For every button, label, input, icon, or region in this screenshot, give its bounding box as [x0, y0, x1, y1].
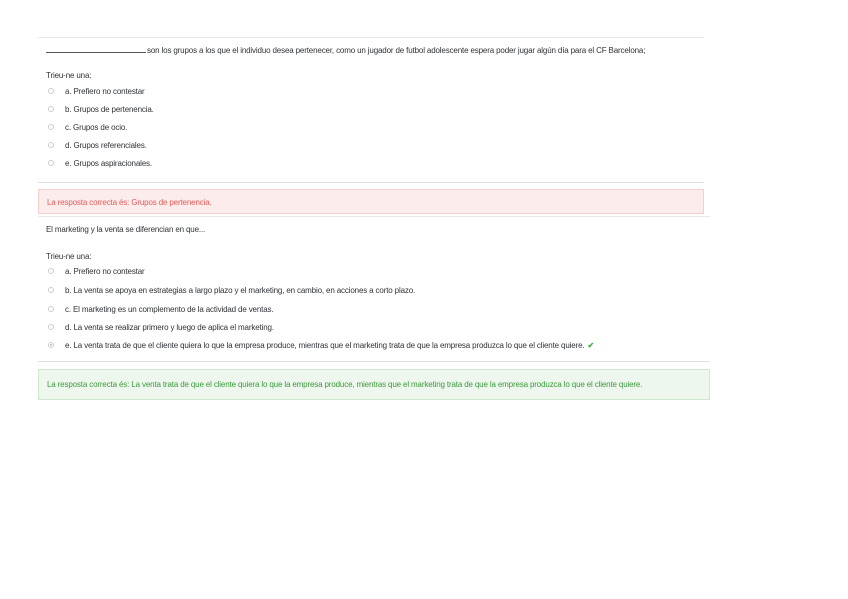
radio-button[interactable] — [48, 306, 54, 312]
question-1-option-e[interactable] — [48, 157, 152, 169]
question-2-option-e[interactable] — [48, 339, 594, 351]
option-label: e. Grupos aspiracionales. — [65, 158, 152, 168]
radio-button[interactable] — [48, 142, 54, 148]
radio-button[interactable] — [48, 124, 54, 130]
question-2-feedback: La resposta correcta és: La venta trata de que el cliente quiera lo que la empresa produce, mientras que el marketing trata de que la empresa produzca lo que el cliente quiere. — [38, 369, 710, 400]
question-2-text: El marketing y la venta se diferencian en que... — [46, 225, 206, 234]
question-2-option-c[interactable] — [48, 303, 273, 315]
question-1-text-content: son los grupos a los que el individuo desea pertenecer, como un jugador de futbol adolescente espera poder jugar algún día para el CF Barcelona; — [147, 46, 646, 55]
question-1-option-a[interactable] — [48, 85, 145, 97]
question-2-prompt: Trieu-ne una: — [46, 252, 92, 261]
radio-button[interactable] — [48, 106, 54, 112]
question-1-text — [46, 45, 645, 55]
question-1-option-d[interactable] — [48, 139, 147, 151]
option-label: d. Grupos referenciales. — [65, 140, 147, 150]
option-label: d. La venta se realizar primero y luego de aplica el marketing. — [65, 322, 274, 332]
option-label: b. Grupos de pertenencia. — [65, 104, 154, 114]
question-2-option-d[interactable] — [48, 321, 274, 333]
radio-button[interactable] — [48, 287, 54, 293]
checkmark-icon: ✔ — [587, 340, 595, 350]
question-2-card — [38, 216, 710, 362]
option-label: e. La venta trata de que el cliente quiera lo que la empresa produce, mientras que el marketing trata de que la empresa produzca lo que el cliente quiere. — [65, 340, 585, 350]
option-label: b. La venta se apoya en estrategias a largo plazo y el marketing, en cambio, en acciones a corto plazo. — [65, 285, 416, 295]
option-label: c. El marketing es un complemento de la actividad de ventas. — [65, 304, 274, 314]
radio-button[interactable] — [48, 88, 54, 94]
radio-button-selected[interactable] — [48, 342, 54, 348]
radio-button[interactable] — [48, 268, 54, 274]
question-1-card — [38, 37, 704, 183]
question-1-option-c[interactable] — [48, 121, 127, 133]
radio-button[interactable] — [48, 324, 54, 330]
fill-in-blank — [46, 45, 146, 53]
question-1-prompt: Trieu-ne una: — [46, 71, 92, 80]
question-2-option-b[interactable] — [48, 284, 415, 296]
option-label: a. Prefiero no contestar — [65, 266, 145, 276]
question-1-option-b[interactable] — [48, 103, 154, 115]
option-label: a. Prefiero no contestar — [65, 86, 145, 96]
radio-button[interactable] — [48, 160, 54, 166]
question-1-feedback: La resposta correcta és: Grupos de pertenencia. — [38, 189, 704, 214]
option-label: c. Grupos de ocio. — [65, 122, 128, 132]
question-2-option-a[interactable] — [48, 265, 145, 277]
